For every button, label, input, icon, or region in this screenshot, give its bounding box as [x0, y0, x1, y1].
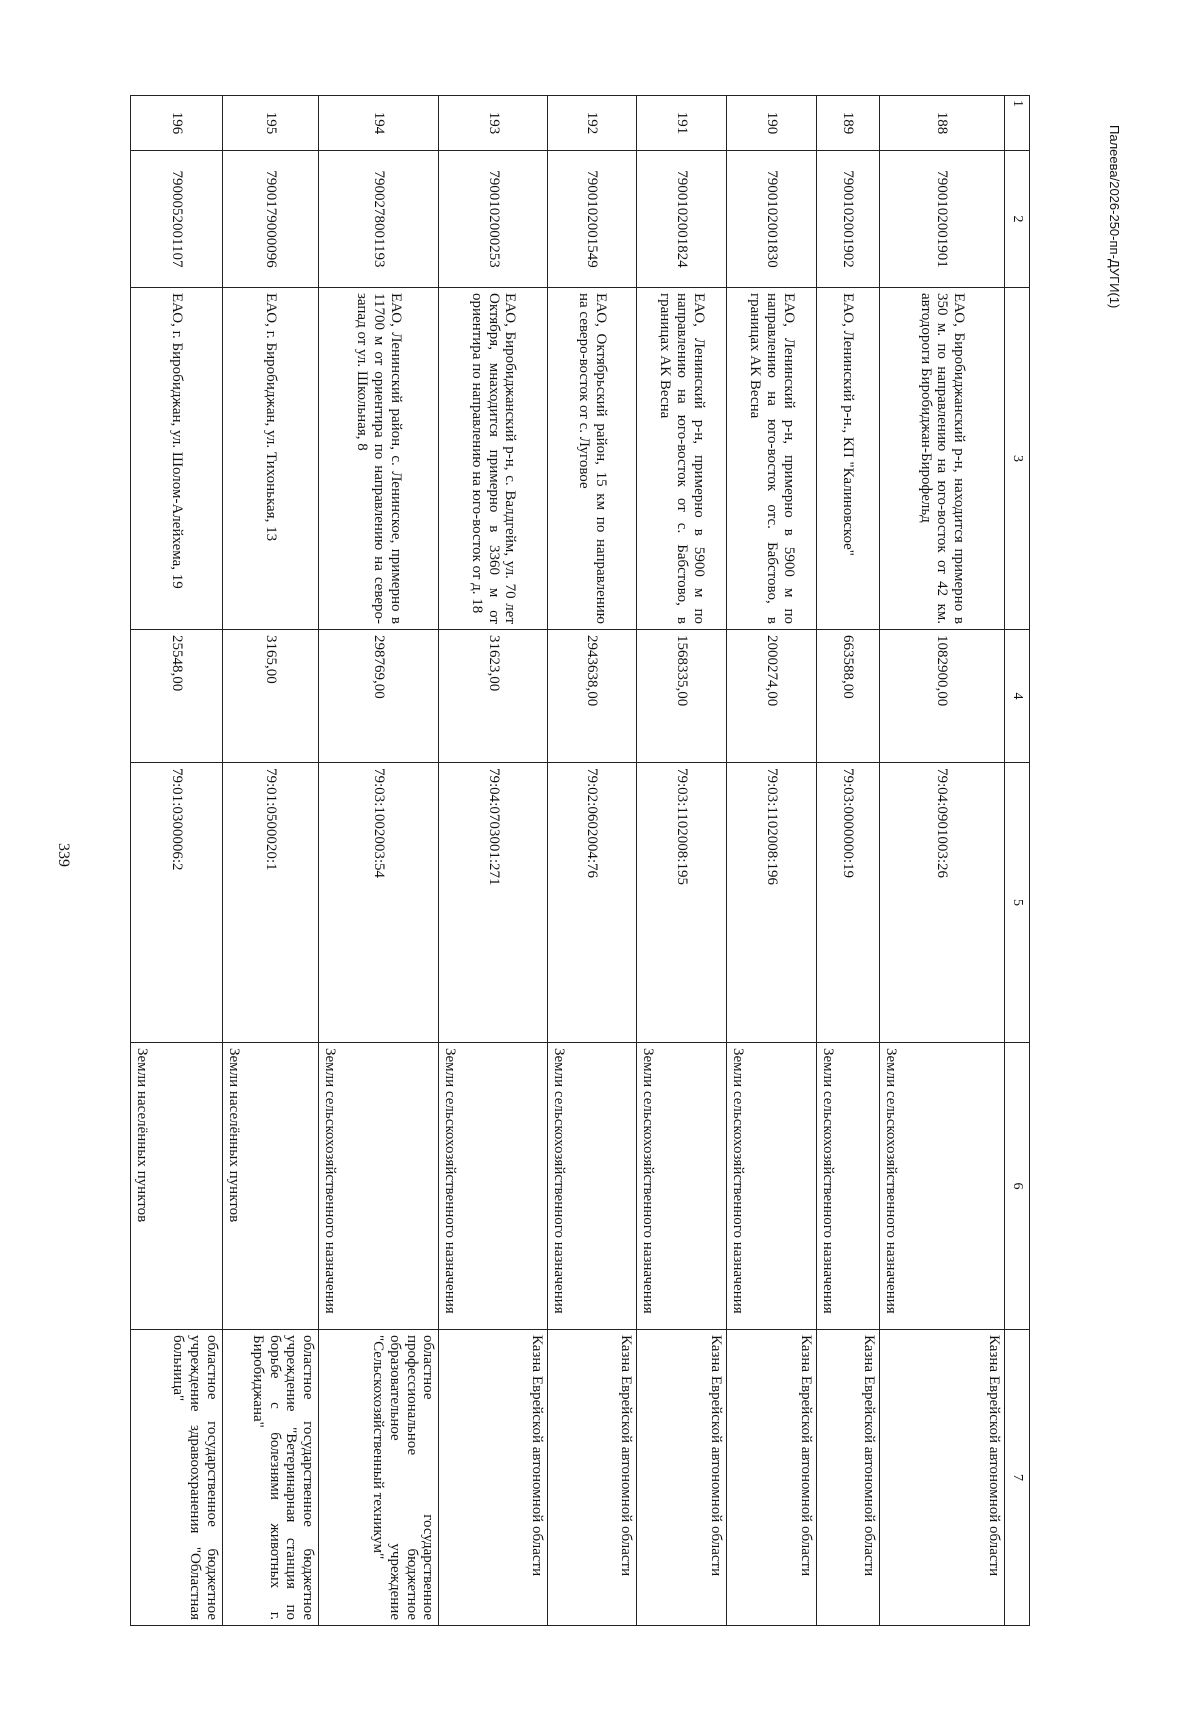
cadastral-number-cell: 79:03:1102008:195	[637, 763, 727, 1043]
table-row	[131, 96, 223, 1626]
row-number-cell: 195	[222, 96, 318, 151]
table-row	[547, 96, 637, 1626]
land-category-cell: Земли сельскохозяйственного назначения	[547, 1043, 637, 1330]
cadastral-number-cell: 79:04:0901003:26	[880, 763, 1005, 1043]
table-row	[319, 96, 439, 1626]
table-row	[880, 96, 1005, 1626]
address-cell: ЕАО, Биробиджанский р-н, с. Валдгейм, ул. 70 лет Октября, мнаходится примерно в 3360 м от ориентира по направлению на юго-восток от д. 18	[439, 288, 547, 630]
table-row	[816, 96, 879, 1626]
address-cell: ЕАО, Ленинский р-н, примерно в 5900 м по направлению на юго-восток от с. Бабстово, в границах АК Весна	[637, 288, 727, 630]
cadastral-number-cell: 79:02:0602004:76	[547, 763, 637, 1043]
registry-code-cell: 7900278001193	[319, 151, 439, 288]
right-holder-cell: Казна Еврейской автономной области	[637, 1330, 727, 1626]
right-holder-cell: Казна Еврейской автономной области	[727, 1330, 817, 1626]
document-id: Палеева/2026-250-пп-ДУГИ(1)	[1107, 125, 1122, 309]
registry-code-cell: 7900102001830	[727, 151, 817, 288]
land-category-cell: Земли сельскохозяйственного назначения	[637, 1043, 727, 1330]
cadastral-number-cell: 79:01:0500020:1	[222, 763, 318, 1043]
row-number-cell: 188	[880, 96, 1005, 151]
cadastral-number-cell: 79:03:1102008:196	[727, 763, 817, 1043]
area-cell: 663588,00	[816, 630, 879, 763]
registry-table-container	[130, 95, 1030, 1625]
area-cell: 2000274,00	[727, 630, 817, 763]
address-cell: ЕАО, г. Биробиджан, ул. Шолом-Алейхема, 19	[131, 288, 223, 630]
table-header-row	[1004, 96, 1029, 1626]
cadastral-number-cell: 79:03:1002003:54	[319, 763, 439, 1043]
area-cell: 298769,00	[319, 630, 439, 763]
address-cell: ЕАО, Биробиджанский р-н, находится примерно в 350 м. по направлению на юго-восток от 42 км. автодороги Биробиджан-Бирофельд	[880, 288, 1005, 630]
area-cell: 3165,00	[222, 630, 318, 763]
land-category-cell: Земли сельскохозяйственного назначения	[816, 1043, 879, 1330]
registry-code-cell: 7900102000253	[439, 151, 547, 288]
page-number: 339	[55, 843, 72, 867]
right-holder-cell: областное государственное бюджетное учреждение "Ветеринарная станция по борьбе с болезнями животных г. Биробиджана"	[222, 1330, 318, 1626]
address-cell: ЕАО, г. Биробиджан, ул. Тихонькая, 13	[222, 288, 318, 630]
row-number-cell: 191	[637, 96, 727, 151]
row-number-cell: 194	[319, 96, 439, 151]
cadastral-number-cell: 79:01:0300006:2	[131, 763, 223, 1043]
cadastral-number-cell: 79:04:0703001:271	[439, 763, 547, 1043]
area-cell: 1568335,00	[637, 630, 727, 763]
table-row	[222, 96, 318, 1626]
address-cell: ЕАО, Октябрьский район, 15 км по направлению на северо-восток от с. Луговое	[547, 288, 637, 630]
area-cell: 25548,00	[131, 630, 223, 763]
header-cell: 3	[1004, 288, 1029, 630]
address-cell: ЕАО, Ленинский район, с. Ленинское, примерно в 11700 м от ориентира по направлению на северо-запад от ул. Школьная, 8	[319, 288, 439, 630]
registry-code-cell: 7900102001902	[816, 151, 879, 288]
land-category-cell: Земли сельскохозяйственного назначения	[319, 1043, 439, 1330]
table-row	[727, 96, 817, 1626]
land-category-cell: Земли сельскохозяйственного назначения	[880, 1043, 1005, 1330]
right-holder-cell: областное государственное профессиональное бюджетное образовательное учреждение "Сельскохозяйственный техникум"	[319, 1330, 439, 1626]
registry-code-cell: 7900102001901	[880, 151, 1005, 288]
table-row	[637, 96, 727, 1626]
address-cell: ЕАО, Ленинский р-н., КП "Калиновское"	[816, 288, 879, 630]
land-category-cell: Земли населённых пунктов	[222, 1043, 318, 1330]
cadastral-number-cell: 79:03:0000000:19	[816, 763, 879, 1043]
area-cell: 2943638,00	[547, 630, 637, 763]
right-holder-cell: областное государственное бюджетное учреждение здравоохранения "Областная больница"	[131, 1330, 223, 1626]
header-cell: 4	[1004, 630, 1029, 763]
header-cell: 5	[1004, 763, 1029, 1043]
row-number-cell: 189	[816, 96, 879, 151]
header-cell: 6	[1004, 1043, 1029, 1330]
right-holder-cell: Казна Еврейской автономной области	[880, 1330, 1005, 1626]
address-cell: ЕАО, Ленинский р-н, примерно в 5900 м по направлению на юго-восток отс. Бабстово, в границах АК Весна	[727, 288, 817, 630]
row-number-cell: 196	[131, 96, 223, 151]
registry-code-cell: 7900102001549	[547, 151, 637, 288]
right-holder-cell: Казна Еврейской автономной области	[547, 1330, 637, 1626]
row-number-cell: 193	[439, 96, 547, 151]
registry-code-cell: 7900052001107	[131, 151, 223, 288]
row-number-cell: 192	[547, 96, 637, 151]
registry-table	[130, 95, 1030, 1626]
right-holder-cell: Казна Еврейской автономной области	[439, 1330, 547, 1626]
header-cell: 2	[1004, 151, 1029, 288]
area-cell: 31623,00	[439, 630, 547, 763]
land-category-cell: Земли сельскохозяйственного назначения	[727, 1043, 817, 1330]
area-cell: 1082900,00	[880, 630, 1005, 763]
header-cell: 1	[1004, 96, 1029, 151]
row-number-cell: 190	[727, 96, 817, 151]
table-row	[439, 96, 547, 1626]
land-category-cell: Земли населённых пунктов	[131, 1043, 223, 1330]
land-category-cell: Земли сельскохозяйственного назначения	[439, 1043, 547, 1330]
right-holder-cell: Казна Еврейской автономной области	[816, 1330, 879, 1626]
header-cell: 7	[1004, 1330, 1029, 1626]
registry-code-cell: 7900102001824	[637, 151, 727, 288]
registry-code-cell: 7900179000096	[222, 151, 318, 288]
